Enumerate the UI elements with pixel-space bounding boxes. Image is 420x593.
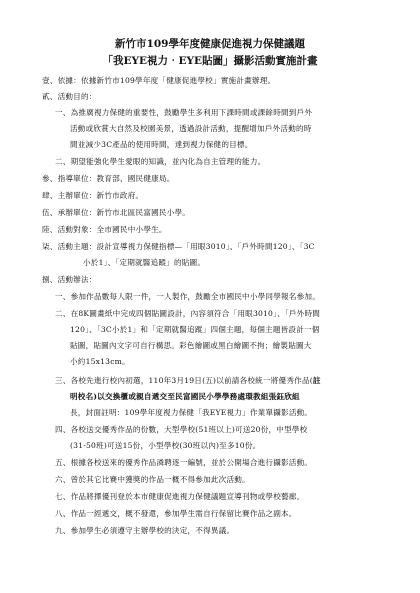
method-item-3-line-3: 長，封面註明：109學年度視力保健「我EYE視力」作業單攝影活動。	[70, 408, 313, 417]
clause-executor: 伍、承辦單位：新竹市北區民富國民小學。	[42, 208, 191, 217]
clause-basis: 壹、依據：依據新竹市109學年度「健康促進學校」實施計畫辦理。	[42, 76, 276, 85]
method-item-3-note-mark: 註	[312, 376, 321, 385]
purpose-item-1-line-1: 一、為推廣視力保健的重要性，鼓勵學生多利用下課時間或課餘時間到戶外	[55, 108, 313, 117]
document-title-line-2: 「我EYE視力‧EYE貼圖」攝影活動實施計畫	[102, 55, 318, 67]
method-item-2-line-4: 小約15x13cm。	[70, 357, 130, 366]
method-item-2-line-3: 貼圖，貼圖內文字可自行構思。彩色繪圖或黑白繪圖不拘；繪製貼圖大	[70, 341, 312, 350]
method-item-9: 九、參加學生必須遵守主辦學校的決定，不得異議。	[55, 526, 235, 535]
clause-theme-line-2: 小於1」、「定期就醫追蹤」的貼圖。	[83, 258, 206, 267]
clause-supervisor: 參、指導單位：教育部、國民健康局。	[42, 174, 175, 183]
clause-organizer: 肆、主辦單位：新竹市政府。	[42, 191, 144, 200]
method-item-3-line-2-text: 明校名)以交換櫃或親自遞交至民富國民小學學務處環教組張鈺欣組	[70, 392, 300, 401]
method-item-2-line-2: 120」、「3C小於1」和「定期就醫追蹤」四個主題，每個主題皆設計一個	[70, 325, 320, 334]
clause-theme-line-1: 柒、活動主題：設計宣導視力保健指標—「用眼3010」、「戶外時間120」、「3C	[42, 242, 315, 251]
purpose-item-1-line-2: 活動或欣賞大自然及校園美景，透過設計活動，提醒增加戶外活動的時	[70, 124, 312, 133]
method-item-2-line-1: 二、在8K圖畫紙中完成四個貼圖設計，內容須符合「用眼3010」、「戶外時間	[55, 309, 321, 318]
method-item-3-line-2	[70, 392, 300, 402]
clause-target: 陸、活動對象：全市國民中小學生。	[42, 225, 167, 234]
method-item-4-line-1: 四、各校送交優秀作品的份數，大型學校(51班以上)可送20份，中型學校	[55, 425, 308, 434]
method-item-1: 一、參加作品數每人限一件，一人製作，鼓勵全市國民中小學同學報名參加。	[55, 292, 320, 301]
method-item-5: 五、根據各校送來的優秀作品潾聘逐一編號，並於公開場合進行攝影活動。	[55, 458, 313, 467]
method-item-3-line-1	[55, 376, 321, 386]
section-method-heading: 捌、活動辦法：	[42, 275, 97, 284]
purpose-item-1-line-3: 間並減少3C產品的使用時間，達到視力保健的目標。	[70, 140, 253, 149]
method-item-6: 六、曾於其它比賽中獲獎的作品一概不得參加此次活動。	[55, 475, 250, 484]
purpose-item-2: 二、期望能強化學生愛眼的知識，並內化為自主管理的能力。	[55, 157, 266, 166]
method-item-3-line-1-text: 三、各校先進行校內初選，110年3月19日(五)以前請各校統一將優秀作品(	[55, 376, 313, 385]
document-title-line-1: 新竹市109學年度健康促進視力保健議題	[115, 38, 305, 50]
method-item-8: 八、作品一經遞交，概不發還，參加學生需自行保留比賽作品之副本。	[55, 509, 297, 518]
method-item-4-line-2: (31-50班)可送15份，小型學校(30班以內)至多10份。	[70, 441, 261, 450]
method-item-7: 七、作品將擇優刊登於本市健康促進視力保健議題宣導刊物或學校藝廊。	[55, 492, 305, 501]
section-purpose-heading: 貳、活動目的：	[42, 92, 97, 101]
